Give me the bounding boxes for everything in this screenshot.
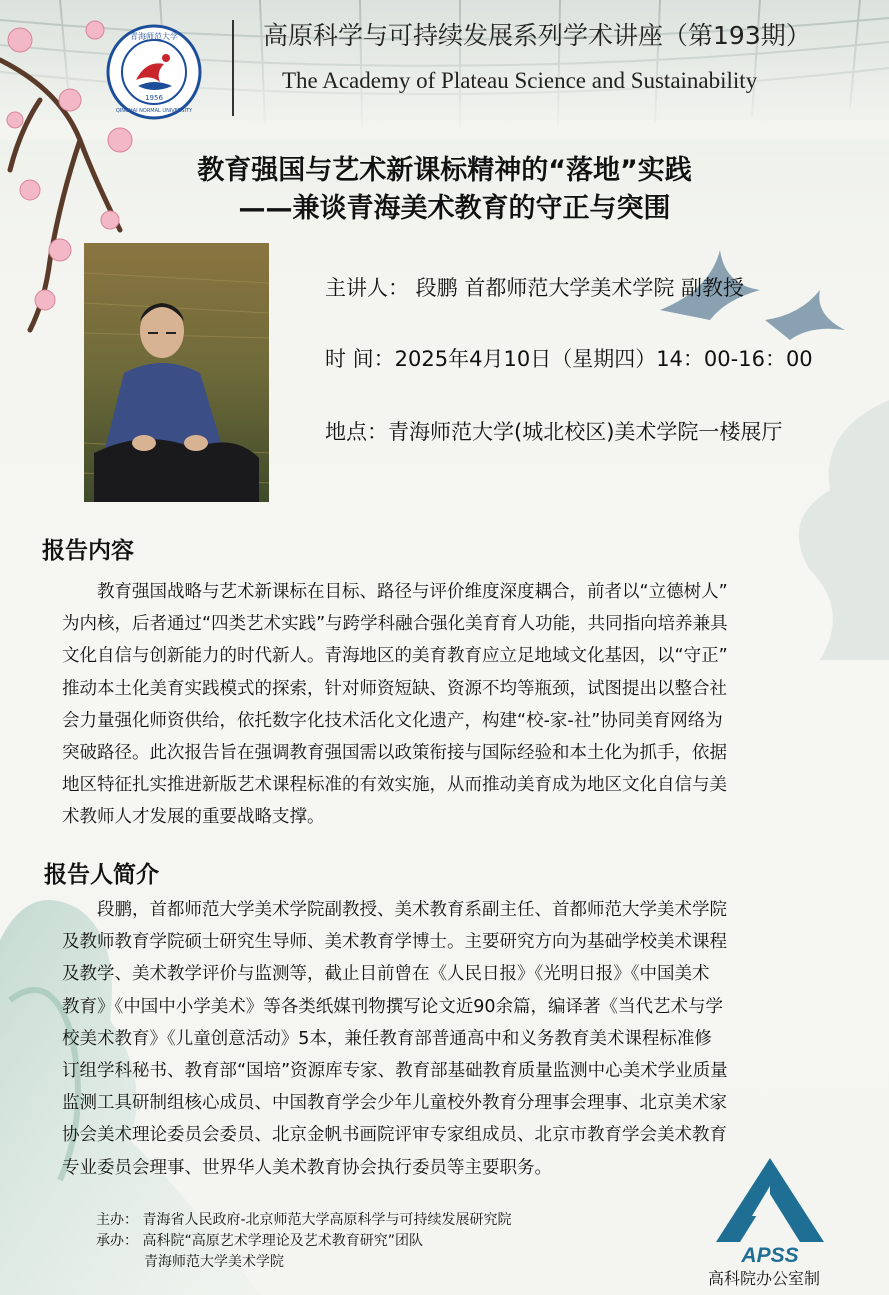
- abstract-line: 推动本土化美育实践模式的探索，针对师资短缺、资源不均等瓶颈，试图提出以整合社: [62, 678, 727, 699]
- bio-line: 专业委员会理事、世界华人美术教育协会执行委员等主要职务。: [62, 1157, 552, 1178]
- footer-organizer: 承办： 高科院“高原艺术学理论及艺术教育研究”团队: [96, 1233, 423, 1249]
- logo-cn-text: 青海师范大学: [130, 32, 178, 41]
- speaker-photo: [84, 243, 269, 502]
- apss-logo-text: APSS: [741, 1244, 799, 1266]
- bio-line: 订组学科秘书、教育部“国培”资源库专家、教育部基础教育质量监测中心美术学业质量: [62, 1061, 728, 1082]
- footer-organizer-school: 青海师范大学美术学院: [144, 1254, 284, 1270]
- bio-heading: 报告人简介: [44, 862, 159, 888]
- series-subtitle: The Academy of Plateau Science and Sustainability: [282, 68, 758, 93]
- office-label: 高科院办公室制: [708, 1269, 821, 1288]
- talk-title: [0, 152, 889, 228]
- abstract-line: 突破路径。此次报告旨在强调教育强国需以政策衔接与国际经验和本土化为抓手，依据: [62, 743, 727, 764]
- bio-line: 教育》《中国中小学美术》等各类纸媒刊物撰写论文近90余篇，编译著《当代艺术与学: [62, 996, 724, 1017]
- info-speaker: 主讲人： 段鹏 首都师范大学美术学院 副教授: [325, 276, 745, 300]
- header-divider: [232, 20, 234, 116]
- abstract-line: 会力量强化师资供给，依托数字化技术活化文化遗产，构建“校-家-社”协同美育网络为: [62, 710, 723, 731]
- info-time: 时 间：2025年4月10日（星期四）14：00-16：00: [325, 347, 813, 371]
- bio-line: 段鹏，首都师范大学美术学院副教授、美术教育系副主任、首都师范大学美术学院: [62, 900, 727, 920]
- bio-line: 及教学、美术教学评价与监测等，截止目前曾在《人民日报》《光明日报》《中国美术: [62, 964, 710, 985]
- info-place: 地点：青海师范大学(城北校区)美术学院一楼展厅: [325, 420, 783, 444]
- bio-line: 监测工具研制组核心成员、中国教育学会少年儿童校外教育分理事会理事、北京美术家: [62, 1093, 727, 1114]
- series-title: 高原科学与可持续发展系列学术讲座（第193期）: [263, 21, 811, 50]
- bio-line: 及教师教育学院硕士研究生导师、美术教育学博士。主要研究方向为基础学校美术课程: [62, 932, 727, 953]
- footer-host: 主办： 青海省人民政府-北京师范大学高原科学与可持续发展研究院: [96, 1212, 512, 1228]
- apss-logo: [712, 1156, 828, 1266]
- abstract-heading: 报告内容: [42, 538, 134, 564]
- abstract-line: 为内核，后者通过“四类艺术实践”与跨学科融合强化美育育人功能，共同指向培养兼具: [62, 614, 728, 635]
- university-logo: [106, 24, 202, 120]
- talk-title-line2: ——兼谈青海美术教育的守正与突围: [238, 193, 671, 224]
- bio-text: [62, 894, 822, 1184]
- bio-line: 协会美术理论委员会委员、北京金帆书画院评审专家组成员、北京市教育学会美术教育: [62, 1125, 727, 1146]
- logo-year: 1956: [145, 94, 163, 102]
- abstract-line: 教育强国战略与艺术新课标在目标、路径与评价维度深度耦合，前者以“立德树人”: [62, 582, 728, 602]
- abstract-line: 文化自信与创新能力的时代新人。青海地区的美育教育应立足地域文化基因，以“守正”: [62, 646, 728, 667]
- talk-title-line1: 教育强国与艺术新课标精神的“落地”实践: [197, 155, 692, 186]
- bio-line: 校美术教育》《儿童创意活动》5本，兼任教育部普通高中和义务教育美术课程标准修: [62, 1028, 712, 1049]
- abstract-line: 地区特征扎实推进新版艺术课程标准的有效实施，从而推动美育成为地区文化自信与美: [62, 775, 727, 796]
- footer-organizers: [96, 1210, 512, 1273]
- abstract-text: [62, 576, 822, 834]
- abstract-line: 术教师人才发展的重要战略支撑。: [62, 807, 325, 828]
- logo-en-text: QINGHAI NORMAL UNIVERSITY: [115, 108, 193, 114]
